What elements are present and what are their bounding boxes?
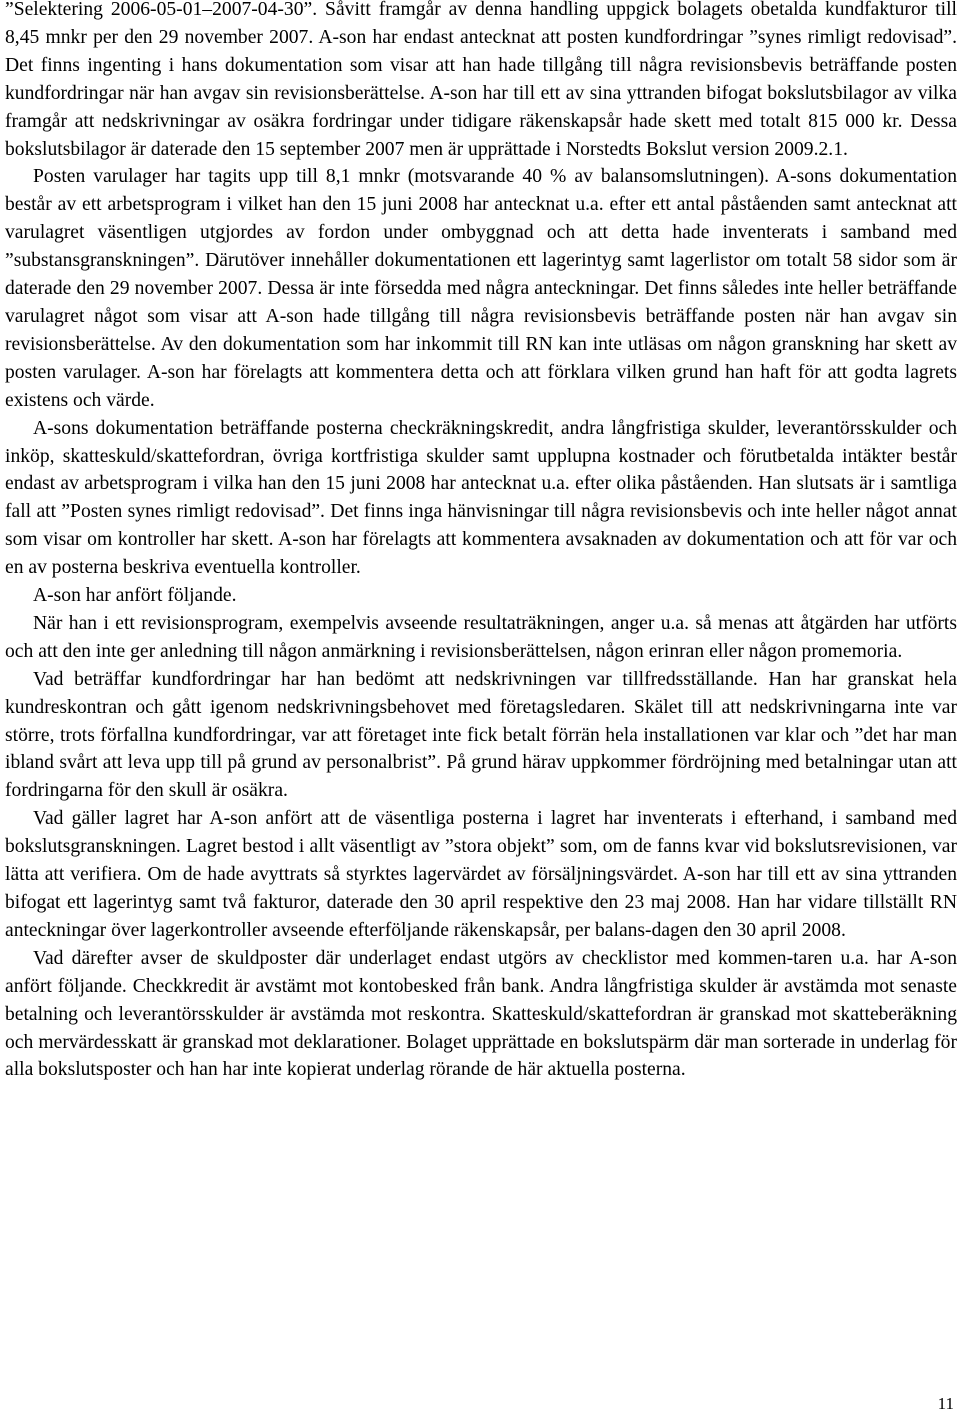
paragraph: ”Selektering 2006-05-01–2007-04-30”. Såvitt framgår av denna handling uppgick bolagets obetalda kundfakturor till 8,45 mnkr per den 29 november 2007. A-son har endast antecknat att posten kundfordringar ”synes rimligt redovisad”. Det finns ingenting i hans dokumentation som visar att han hade tillgång till några revisionsbevis beträffande posten kundfordringar när han avgav sin revisionsberättelse. A-son har till ett av sina yttranden bifogat bokslutsbilagor av vilka framgår att nedskrivningar av osäkra fordringar under tidigare räkenskapsår hade skett med totalt 815 000 kr. Dessa bokslutsbilagor är daterade den 15 september 2007 men är upprättade i Norstedts Bokslut version 2009.2.1. (5, 0, 957, 160)
page-number: 11 (937, 1394, 954, 1413)
paragraph: Vad beträffar kundfordringar har han bedömt att nedskrivningen var tillfredsställande. Han har granskat hela kundreskontran och gått igenom nedskrivningsbehovet med företagsledaren. Skälet till att nedskrivningarna inte var större, trots förfallna kundfordringar, var att företaget inte fick betalt förrän hela installationen var klar och ”det har man ibland svårt att leva upp till på grund av personalbrist”. På grund härav uppkommer fördröjning med betalningar utan att fordringarna för den skull är osäkra. (5, 668, 957, 802)
document-body (5, 0, 957, 1084)
paragraph: A-sons dokumentation beträffande posterna checkräkningskredit, andra långfristiga skulder, leverantörsskulder och inköp, skatteskuld/skattefordran, övriga kortfristiga skulder samt upplupna kostnader och förutbetalda intäkter består endast av arbetsprogram i vilka han den 15 juni 2008 har antecknat u.a. efter olika påståenden. Han slutsats är i samtliga fall att ”Posten synes rimligt redovisad”. Det finns inga hänvisningar till några revisionsbevis och inte heller något annat som visar om kontroller har skett. A-son har förelagts att kommentera avsaknaden av dokumentation och att för var och en av posterna beskriva eventuella kontroller. (5, 417, 957, 579)
paragraph: Posten varulager har tagits upp till 8,1 mnkr (motsvarande 40 % av balansomslutningen). A-sons dokumentation består av ett arbetsprogram i vilket han den 15 juni 2008 har antecknat u.a. efter ett antal påståenden samt antecknat att varulagret väsentligen utgjordes av fordon under ombyggnad och att detta hade inventerats i samband med ”substansgranskningen”. Därutöver innehåller dokumentationen ett lagerintyg samt lagerlistor om totalt 58 sidor som är daterade den 29 november 2007. Dessa är inte försedda med några anteckningar. Det finns således inte heller beträffande varulagret något som visar att A-son hade tillgång till några revisionsbevis beträffande posten när han avgav sin revisionsberättelse. Av den dokumentation som har inkommit till RN kan inte utläsas om någon granskning har skett av posten varulager. A-son har förelagts att kommentera detta och att förklara vilken grund han haft för att godta lagrets existens och värde. (5, 166, 957, 411)
paragraph: Vad gäller lagret har A-son anfört att de väsentliga posterna i lagret har inventerats i efterhand, i samband med bokslutsgranskningen. Lagret bestod i allt väsentligt av ”stora objekt” som, om de fanns kvar vid bokslutsrevisionen, var lätta att verifiera. Om de hade avyttrats så styrktes lagervärdet av försäljningsvärdet. A-son har till ett av sina yttranden bifogat ett lagerintyg samt två fakturor, daterade den 30 april respektive den 23 maj 2008. Han har vidare tillställt RN anteckningar över lagerkontroller avseende efterföljande räkenskapsår, per balans-dagen den 30 april 2008. (5, 808, 957, 941)
paragraph: A-son har anfört följande. (33, 585, 237, 607)
paragraph: När han i ett revisionsprogram, exempelvis avseende resultaträkningen, anger u.a. så menas att åtgärden har utförts och att den inte ger anledning till någon anmärkning i revisionsberättelsen, någon erinran eller någon promemoria. (5, 612, 957, 662)
paragraph: Vad därefter avser de skuldposter där underlaget endast utgörs av checklistor med kommen-taren u.a. har A-son anfört följande. Checkkredit är avstämt mot kontobesked från bank. Andra långfristiga skulder är avstämda mot senaste betalning och leverantörsskulder är avstämda mot reskontra. Skatteskuld/skattefordran är granskad mot skatteberäkning och mervärdesskatt är granskad mot deklarationer. Bolaget upprättade en bokslutspärm där man sorterade in underlag för alla bokslutsposter och han har inte kopierat underlag rörande de här aktuella posterna. (5, 947, 957, 1081)
